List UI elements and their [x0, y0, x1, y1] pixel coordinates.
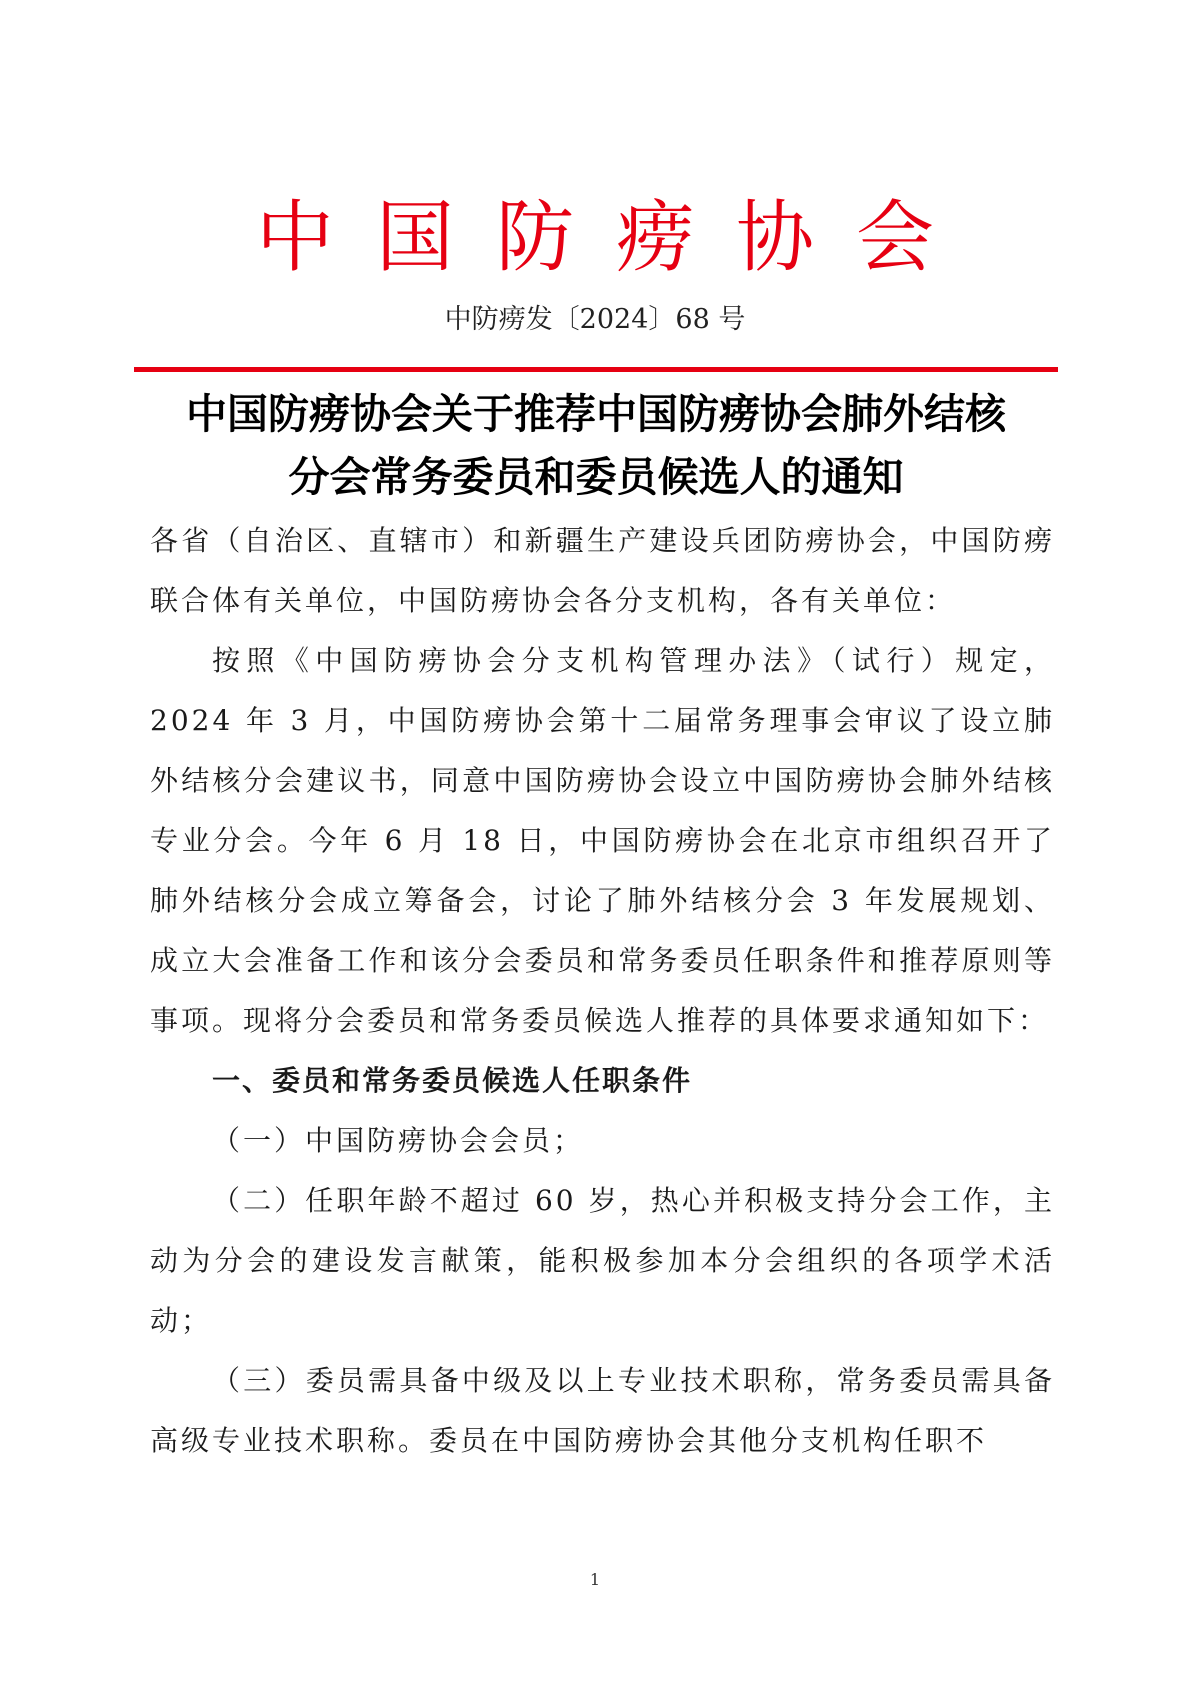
page-number: 1 [589, 1570, 601, 1589]
document-number: 中防痨发〔2024〕68 号 [444, 304, 746, 335]
list-item-2: （二）任职年龄不超过 60 岁，热心并积极支持分会工作，主动为分会的建设发言献策，能积极参加本分会组织的各项学术活动； [150, 1184, 1055, 1337]
red-divider-line [134, 367, 1058, 372]
paragraph-1: 按照《中国防痨协会分支机构管理办法》（试行）规定，2024 年 3 月，中国防痨协会第十二届常务理事会审议了设立肺外结核分会建议书，同意中国防痨协会设立中国防痨协会肺外结核专业分会。今年 6 月 18 日，中国防痨协会在北京市组织召开了肺外结核分会成立筹备会，讨论了肺外结核分会 3 年发展规划、成立大会准备工作和该分会委员和常务委员任职条件和推荐原则等事项。现将分会委员和常务委员候选人推荐的具体要求通知如下： [150, 644, 1055, 1037]
document-body [150, 511, 1055, 1471]
document-title-line-2: 分会常务委员和委员候选人的通知 [288, 453, 904, 501]
document-title [134, 383, 1058, 509]
document-title-line-1: 中国防痨协会关于推荐中国防痨协会肺外结核 [186, 390, 1006, 438]
section-heading-1: 一、委员和常务委员候选人任职条件 [212, 1064, 693, 1097]
organization-title: 中国防痨协会 [255, 193, 976, 283]
list-item-1: （一）中国防痨协会会员； [212, 1124, 585, 1157]
salutation: 各省（自治区、直辖市）和新疆生产建设兵团防痨协会，中国防痨联合体有关单位，中国防痨协会各分支机构，各有关单位： [150, 524, 1055, 617]
list-item-3: （三）委员需具备中级及以上专业技术职称，常务委员需具备高级专业技术职称。委员在中国防痨协会其他分支机构任职不 [150, 1364, 1055, 1457]
